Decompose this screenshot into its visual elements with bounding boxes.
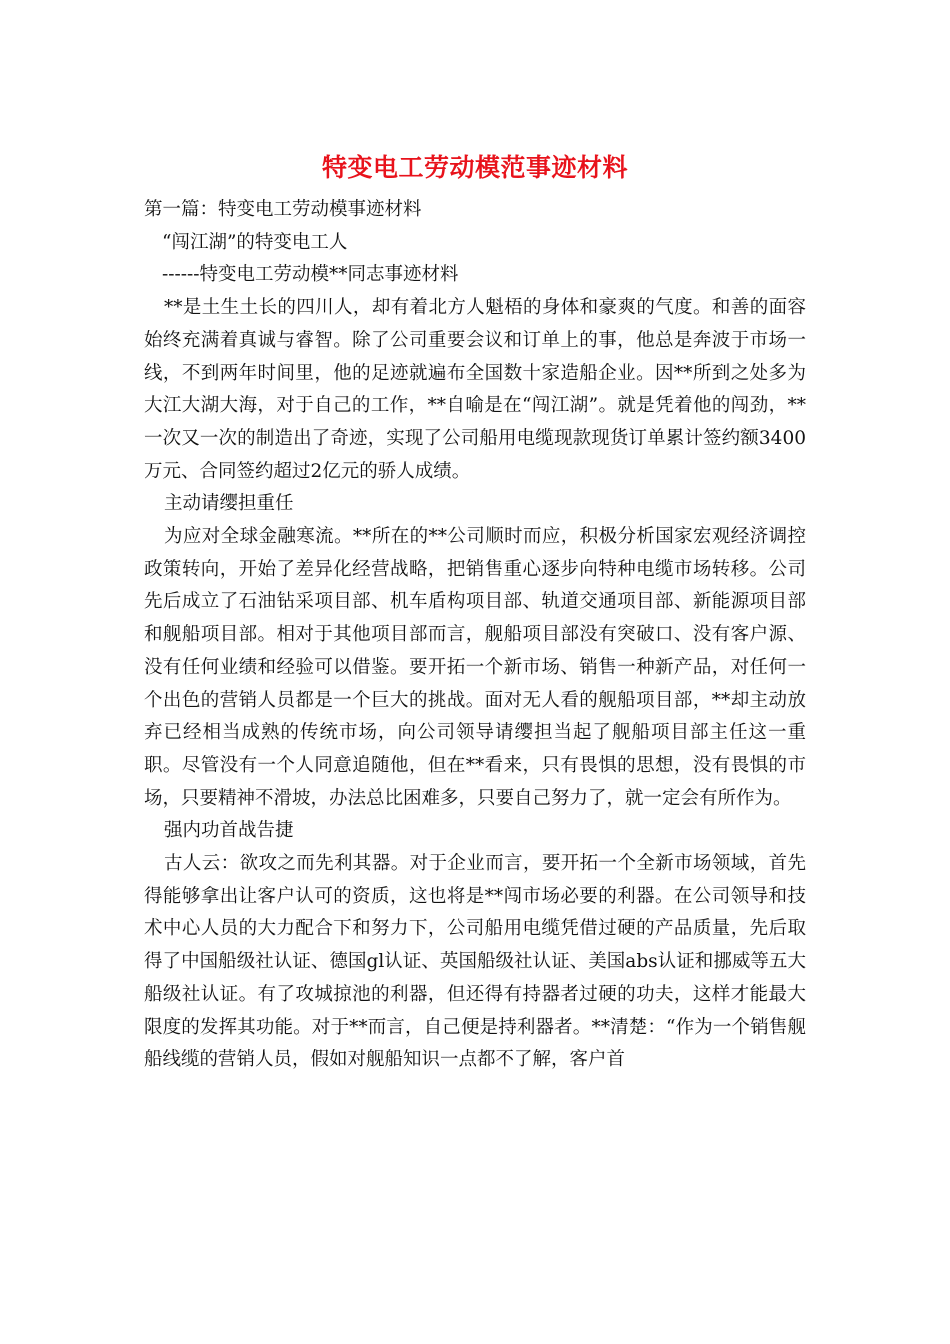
paragraph-intro: **是土生土长的四川人，却有着北方人魁梧的身体和豪爽的气度。和善的面容始终充满着真诚与睿智。除了公司重要会议和订单上的事，他总是奔波于市场一线，不到两年时间里，他的足迹就遍布全国数十家造船企业。因**所到之处多为大江大湖大海，对于自己的工作，**自喻是在“闯江湖”。就是凭着他的闯劲，**一次又一次的制造出了奇迹，实现了公司船用电缆现款现货订单累计签约额3400万元、合同签约超过2亿元的骄人成绩。	[144, 297, 806, 482]
paragraph-2: 为应对全球金融寒流。**所在的**公司顺时而应，积极分析国家宏观经济调控政策转向，开始了差异化经营战略，把销售重心逐步向特种电缆市场转移。公司先后成立了石油钻采项目部、机车盾构项目部、轨道交通项目部、新能源项目部和舰船项目部。相对于其他项目部而言，舰船项目部没有突破口、没有客户源、没有任何业绩和经验可以借鉴。要开拓一个新市场、销售一种新产品，对任何一个出色的营销人员都是一个巨大的挑战。面对无人看的舰船项目部，**却主动放弃已经相当成熟的传统市场，向公司领导请缨担当起了舰船项目部主任这一重职。尽管没有一个人同意追随他，但在**看来，只有畏惧的思想，没有畏惧的市场，只要精神不滑坡，办法总比困难多，只要自己努力了，就一定会有所作为。	[144, 526, 806, 809]
section-heading: 第一篇：特变电工劳动模事迹材料	[144, 199, 422, 220]
subheading-2: 强内功首战告捷	[164, 820, 294, 842]
article-title: “闯江湖”的特变电工人	[162, 231, 348, 253]
document-title: 特变电工劳动模范事迹材料	[321, 153, 628, 182]
article-subtitle: ------特变电工劳动模**同志事迹材料	[162, 264, 459, 286]
paragraph-3: 古人云：欲攻之而先利其器。对于企业而言，要开拓一个全新市场领域，首先得能够拿出让客户认可的资质，这也将是**闯市场必要的利器。在公司领导和技术中心人员的大力配合下和努力下，公司船用电缆凭借过硬的产品质量，先后取得了中国船级社认证、德国gl认证、英国船级社认证、美国abs认证和挪威等五大船级社认证。有了攻城掠池的利器，但还得有持器者过硬的功夫，这样才能最大限度的发挥其功能。对于**而言，自己便是持利器者。**清楚：“作为一个销售舰船线缆的营销人员，假如对舰船知识一点都不了解，客户首	[144, 853, 806, 1071]
document-body	[144, 194, 806, 1077]
subheading-1: 主动请缨担重任	[164, 493, 294, 515]
